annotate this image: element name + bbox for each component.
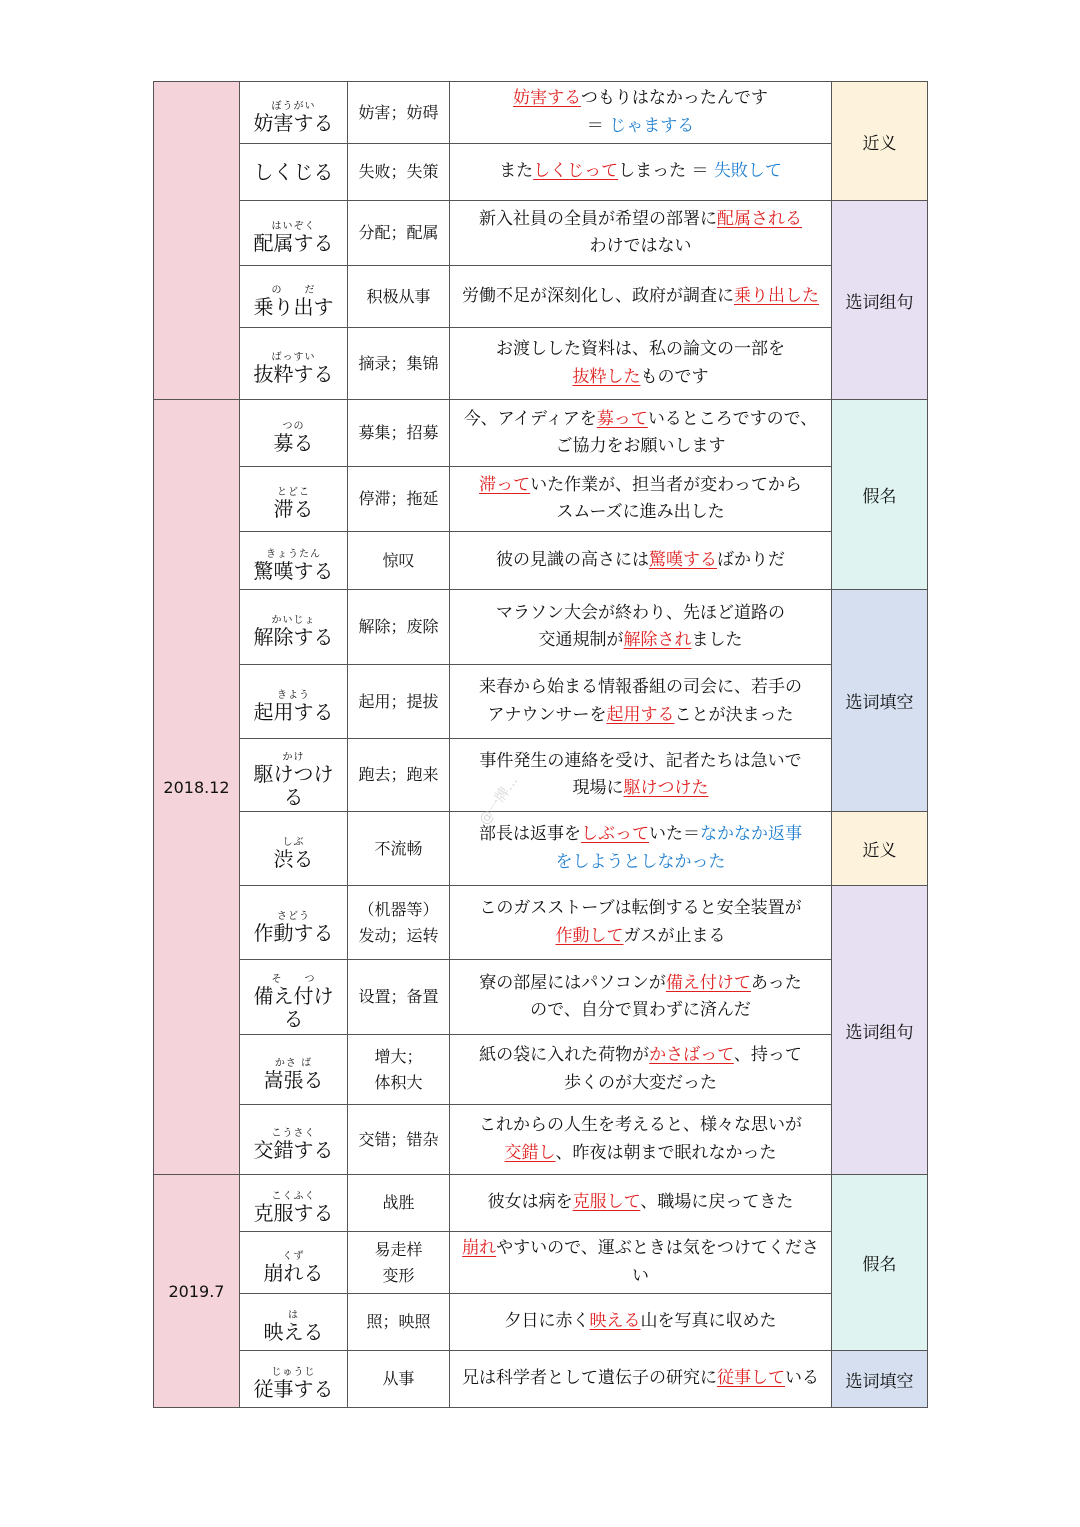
example-sentence-cell <box>450 1105 832 1175</box>
furigana: の だ <box>271 284 316 296</box>
sentence-text: わけではない <box>589 236 692 256</box>
sentence-text: ガスが止まる <box>623 925 726 946</box>
word-with-furigana <box>264 1251 324 1285</box>
meaning-line: 积极从事 <box>366 286 431 306</box>
question-type-cell: 选词组句 <box>832 886 928 1175</box>
vocab-word: 抜粋する <box>253 361 334 386</box>
sentence-line <box>456 1365 825 1392</box>
meaning-cell <box>348 665 450 739</box>
highlighted-word: 崩れ <box>462 1238 497 1259</box>
sentence-text: 寮の部屋にはパソコンが <box>479 972 666 993</box>
sentence-line <box>456 1042 825 1069</box>
furigana: さどう <box>277 910 310 922</box>
word-with-furigana <box>246 974 341 1031</box>
vocab-row <box>154 400 928 467</box>
sentence-text: 労働不足が深刻化し、政府が調査に <box>462 285 734 306</box>
meaning-line: 从事 <box>382 1369 415 1389</box>
example-sentence-cell <box>450 201 832 266</box>
meaning-cell <box>348 1232 450 1294</box>
vocab-word: しくじる <box>253 159 334 184</box>
word-cell <box>240 532 348 590</box>
vocab-row <box>154 532 928 590</box>
sentence-text: 現場に <box>572 778 624 798</box>
example-sentence-cell <box>450 82 832 144</box>
vocab-word: 起用する <box>253 699 334 724</box>
example-sentence-cell <box>450 1175 832 1232</box>
furigana: しぶ <box>282 836 305 848</box>
sentence-line <box>456 627 825 654</box>
sentence-line <box>456 923 825 950</box>
sentence-text: ばかりだ <box>717 549 785 570</box>
sentence-text: 、持って <box>733 1045 802 1066</box>
vocab-word: 備え付ける <box>253 983 334 1031</box>
meaning-line: 募集；招募 <box>358 423 439 443</box>
question-type-cell: 近义 <box>832 812 928 886</box>
sentence-text: 、職場に戻ってきた <box>640 1192 794 1213</box>
meaning-cell <box>348 739 450 812</box>
sentence-text: また <box>499 161 534 182</box>
sentence-line <box>456 433 825 460</box>
meaning-line: 摘录；集锦 <box>358 353 439 373</box>
sentence-line <box>456 1070 825 1097</box>
vocab-row <box>154 1175 928 1232</box>
sentence-text: いた＝ <box>649 824 700 845</box>
word-cell <box>240 590 348 665</box>
sentence-text: 歩くのが大変だった <box>564 1072 717 1093</box>
furigana: かけ <box>282 751 305 763</box>
question-type-cell: 选词填空 <box>832 1351 928 1408</box>
example-sentence-cell <box>450 400 832 467</box>
question-type-cell: 假名 <box>832 1175 928 1351</box>
sentence-line <box>456 821 825 848</box>
sentence-text: 山を写真に収めた <box>640 1311 777 1332</box>
vocab-word: 作動する <box>253 920 334 945</box>
exam-date-cell: 2018.12 <box>154 400 240 1175</box>
vocab-row <box>154 1294 928 1351</box>
vocab-word: 乗り出す <box>253 294 334 319</box>
word-cell <box>240 1035 348 1105</box>
example-sentence-cell <box>450 960 832 1035</box>
word-cell <box>240 1175 348 1232</box>
example-sentence-cell <box>450 1035 832 1105</box>
sentence-line <box>456 1112 825 1139</box>
sentence-text: 彼の見識の高さには <box>496 549 649 570</box>
sentence-text: ものです <box>640 366 709 387</box>
highlighted-word: 交錯し <box>504 1142 556 1163</box>
sentence-line <box>456 406 825 433</box>
word-cell <box>240 467 348 532</box>
word-with-furigana <box>254 161 334 184</box>
meaning-cell <box>348 266 450 328</box>
sentence-text: あった <box>750 972 802 993</box>
furigana: そ つ <box>271 973 316 985</box>
sentence-text: 彼女は病を <box>487 1192 573 1213</box>
highlighted-word: 妨害する <box>513 88 581 109</box>
meaning-line: 照；映照 <box>366 1312 431 1332</box>
vocab-row <box>154 590 928 665</box>
synonym-text: じゃまする <box>609 115 695 136</box>
sentence-line <box>456 1235 825 1289</box>
meaning-line: 停滞；拖延 <box>358 489 439 509</box>
highlighted-word: 乗り出した <box>734 285 819 306</box>
vocab-word: 渋る <box>273 846 314 871</box>
sentence-line <box>456 336 825 363</box>
example-sentence-cell <box>450 739 832 812</box>
word-cell <box>240 665 348 739</box>
sentence-text: 来春から始まる情報番組の司会に、若手の <box>479 677 802 698</box>
word-cell <box>240 886 348 960</box>
example-sentence-cell <box>450 1294 832 1351</box>
furigana: くず <box>282 1250 305 1262</box>
sentence-line <box>456 600 825 627</box>
word-with-furigana <box>254 1128 334 1162</box>
sentence-text: アナウンサーを <box>487 704 607 725</box>
vocab-row <box>154 739 928 812</box>
sentence-line <box>456 233 825 260</box>
vocab-row <box>154 201 928 266</box>
meaning-cell <box>348 886 450 960</box>
vocab-word: 滞る <box>273 497 314 521</box>
furigana: かさ ば <box>274 1057 313 1069</box>
vocab-row <box>154 665 928 739</box>
meaning-cell <box>348 201 450 266</box>
word-cell <box>240 1232 348 1294</box>
word-with-furigana <box>246 752 341 809</box>
highlighted-word: しぶって <box>581 824 649 845</box>
sentence-line <box>456 85 825 112</box>
meaning-cell <box>348 532 450 590</box>
highlighted-word: 克服して <box>572 1192 641 1213</box>
sentence-line <box>456 1189 825 1216</box>
sentence-line <box>456 997 825 1024</box>
word-with-furigana <box>274 421 314 455</box>
vocab-row <box>154 812 928 886</box>
word-cell <box>240 1294 348 1351</box>
meaning-line: 失败；失策 <box>358 162 439 182</box>
vocab-row <box>154 960 928 1035</box>
word-cell <box>240 400 348 467</box>
sentence-line <box>456 970 825 997</box>
meaning-cell <box>348 1035 450 1105</box>
highlighted-word: 解除され <box>623 630 692 650</box>
sentence-text: ので、自分で買わずに済んだ <box>530 1000 751 1020</box>
sentence-line <box>456 206 825 233</box>
question-type-cell: 选词组句 <box>832 201 928 400</box>
vocab-word: 従事する <box>253 1377 334 1401</box>
vocab-row <box>154 1351 928 1408</box>
meaning-line: 增大； <box>374 1046 423 1066</box>
sentence-text: お渡しした資料は、私の論文の一部を <box>496 339 785 360</box>
exam-date-cell <box>154 82 240 400</box>
highlighted-word: 駆けつけた <box>623 778 709 798</box>
question-type-cell: 选词填空 <box>832 590 928 812</box>
highlighted-word: 募って <box>596 408 648 429</box>
meaning-line: （机器等） <box>358 899 439 919</box>
furigana: こうさく <box>271 1127 316 1139</box>
sentence-text: 紙の袋に入れた荷物が <box>479 1045 650 1066</box>
vocab-word: 解除する <box>253 625 334 649</box>
sentence-line <box>456 1308 825 1335</box>
vocab-word: 交錯する <box>253 1137 334 1162</box>
sentence-text: 夕日に赤く <box>504 1311 590 1332</box>
vocab-row <box>154 144 928 201</box>
highlighted-word: 作動して <box>555 925 624 946</box>
meaning-cell <box>348 400 450 467</box>
furigana: きよう <box>277 689 310 701</box>
meaning-line: 交错；错杂 <box>358 1129 439 1149</box>
example-sentence-cell <box>450 467 832 532</box>
sentence-text: これからの人生を考えると、様々な思いが <box>479 1115 802 1136</box>
meaning-line: 跑去；跑来 <box>358 765 439 785</box>
word-cell <box>240 266 348 328</box>
meaning-line: 设置；备置 <box>358 987 439 1007</box>
synonym-text: 失敗して <box>713 161 782 182</box>
word-with-furigana <box>264 1310 324 1344</box>
sentence-line <box>456 283 825 310</box>
meaning-cell <box>348 812 450 886</box>
furigana: ばっすい <box>271 351 316 363</box>
word-cell <box>240 82 348 144</box>
furigana: ぼうがい <box>271 100 316 112</box>
example-sentence-cell <box>450 665 832 739</box>
meaning-line: 变形 <box>382 1265 415 1285</box>
meaning-line: 惊叹 <box>382 550 415 570</box>
sentence-line <box>456 674 825 701</box>
vocab-word: 崩れる <box>263 1260 324 1285</box>
example-sentence-cell <box>450 1351 832 1408</box>
vocab-word: 克服する <box>253 1201 334 1225</box>
meaning-line: 妨害；妨碍 <box>358 102 439 122</box>
sentence-text: いた作業が、担当者が変わってから <box>530 474 802 495</box>
example-sentence-cell <box>450 328 832 400</box>
meaning-cell <box>348 467 450 532</box>
word-cell <box>240 739 348 812</box>
word-cell <box>240 812 348 886</box>
furigana: はいぞく <box>271 221 316 232</box>
sentence-line <box>456 472 825 499</box>
sentence-line <box>456 158 825 185</box>
word-with-furigana <box>254 1191 334 1225</box>
synonym-text: なかなか返事 <box>700 824 802 845</box>
meaning-cell <box>348 1105 450 1175</box>
sentence-text: しまった ＝ <box>618 161 714 182</box>
vocab-row <box>154 1105 928 1175</box>
furigana: つの <box>282 421 305 432</box>
sentence-text: 新入社員の全員が希望の部署に <box>479 208 717 229</box>
sentence-line <box>456 499 825 526</box>
meaning-line: 战胜 <box>382 1193 415 1213</box>
vocab-row <box>154 328 928 400</box>
word-with-furigana <box>254 690 334 724</box>
furigana: かいじょ <box>271 615 316 626</box>
meaning-line: 分配；配属 <box>358 223 439 243</box>
highlighted-word: かさばって <box>649 1045 734 1066</box>
highlighted-word: 従事して <box>717 1368 785 1389</box>
sentence-text: 部長は返事を <box>479 824 581 845</box>
word-with-furigana <box>254 1367 334 1401</box>
sentence-line <box>456 547 825 574</box>
sentence-text: ＝ <box>586 115 610 136</box>
vocab-word: 配属する <box>253 231 334 255</box>
sentence-line <box>456 849 825 876</box>
sentence-text: つもりはなかったんです <box>580 88 768 109</box>
vocab-word: 映える <box>263 1320 324 1344</box>
meaning-cell <box>348 82 450 144</box>
meaning-line: 发动；运转 <box>358 925 439 945</box>
meaning-cell <box>348 960 450 1035</box>
question-type-cell: 近义 <box>832 82 928 201</box>
example-sentence-cell <box>450 1232 832 1294</box>
word-cell <box>240 328 348 400</box>
sentence-text: ご協力をお願いします <box>555 436 726 456</box>
word-with-furigana <box>264 1058 324 1092</box>
sentence-text: いるところですので、 <box>647 408 818 429</box>
vocab-table <box>153 81 928 1408</box>
furigana: は <box>288 1310 299 1321</box>
example-sentence-cell <box>450 532 832 590</box>
meaning-line: 体积大 <box>374 1072 423 1092</box>
furigana: こくふく <box>271 1191 316 1202</box>
highlighted-word: 起用する <box>606 704 675 725</box>
word-with-furigana <box>254 101 334 135</box>
meaning-line: 易走样 <box>374 1239 423 1259</box>
meaning-cell <box>348 328 450 400</box>
word-cell <box>240 960 348 1035</box>
sentence-text: 兄は科学者として遺伝子の研究に <box>462 1368 717 1389</box>
vocab-word: 驚嘆する <box>253 558 334 583</box>
sentence-text: ことが決まった <box>674 704 794 725</box>
word-cell <box>240 144 348 201</box>
vocab-word: 募る <box>273 431 314 455</box>
word-cell <box>240 1105 348 1175</box>
word-with-furigana <box>254 911 334 945</box>
furigana: じゅうじ <box>271 1367 316 1378</box>
vocab-word: 妨害する <box>253 110 334 135</box>
meaning-cell <box>348 144 450 201</box>
word-with-furigana <box>254 221 334 255</box>
highlighted-word: 驚嘆する <box>649 549 717 570</box>
word-with-furigana <box>274 487 314 521</box>
meaning-line: 起用；提拔 <box>358 691 439 711</box>
sentence-line <box>456 895 825 922</box>
sentence-line <box>456 364 825 391</box>
meaning-cell <box>348 590 450 665</box>
vocab-row <box>154 266 928 328</box>
sentence-text: やすいので、運ぶときは気をつけてください <box>496 1238 819 1286</box>
vocab-word: 嵩張る <box>263 1067 324 1092</box>
exam-date-cell: 2019.7 <box>154 1175 240 1408</box>
sentence-text: 事件発生の連絡を受け、記者たちは急いで <box>479 750 802 771</box>
example-sentence-cell <box>450 144 832 201</box>
sentence-text: 今、アイディアを <box>463 408 597 429</box>
sentence-text: 交通規制が <box>538 630 624 650</box>
vocab-row <box>154 467 928 532</box>
sentence-line <box>456 1140 825 1167</box>
sentence-text: このガスストーブは転倒すると安全装置が <box>479 898 802 919</box>
word-with-furigana <box>274 837 314 871</box>
highlighted-word: 滞って <box>479 474 531 495</box>
sentence-text: マラソン大会が終わり、先ほど道路の <box>496 602 785 623</box>
word-with-furigana <box>254 615 334 649</box>
sentence-line <box>456 702 825 729</box>
watermark: @一牌… <box>476 773 522 829</box>
highlighted-word: 配属される <box>717 208 802 229</box>
sentence-text: ました <box>691 630 743 650</box>
example-sentence-cell <box>450 590 832 665</box>
vocab-row <box>154 886 928 960</box>
word-with-furigana <box>254 352 334 386</box>
highlighted-word: 映える <box>589 1311 641 1332</box>
example-sentence-cell <box>450 266 832 328</box>
meaning-line: 解除；废除 <box>358 617 439 637</box>
furigana: きょうたん <box>266 548 321 560</box>
synonym-text: をしようとしなかった <box>555 851 726 872</box>
meaning-cell <box>348 1294 450 1351</box>
word-cell <box>240 201 348 266</box>
meaning-line: 不流畅 <box>374 838 423 858</box>
question-type-cell: 假名 <box>832 400 928 590</box>
highlighted-word: 抜粋した <box>572 366 641 387</box>
sentence-text: スムーズに進み出した <box>556 502 725 522</box>
sentence-line <box>456 748 825 775</box>
sentence-text: 、昨夜は朝まで眠れなかった <box>555 1142 777 1163</box>
meaning-cell <box>348 1175 450 1232</box>
word-with-furigana <box>254 285 334 319</box>
sentence-line <box>456 775 825 802</box>
example-sentence-cell <box>450 812 832 886</box>
vocab-word: 駆けつける <box>253 761 334 809</box>
vocab-row <box>154 1232 928 1294</box>
example-sentence-cell <box>450 886 832 960</box>
vocab-row <box>154 1035 928 1105</box>
meaning-cell <box>348 1351 450 1408</box>
sentence-line <box>456 113 825 140</box>
word-cell <box>240 1351 348 1408</box>
sentence-text: いる <box>785 1368 819 1389</box>
highlighted-word: しくじって <box>533 161 619 182</box>
furigana: とどこ <box>277 487 310 498</box>
highlighted-word: 備え付けて <box>665 972 751 993</box>
vocab-row <box>154 82 928 144</box>
word-with-furigana <box>254 549 334 583</box>
